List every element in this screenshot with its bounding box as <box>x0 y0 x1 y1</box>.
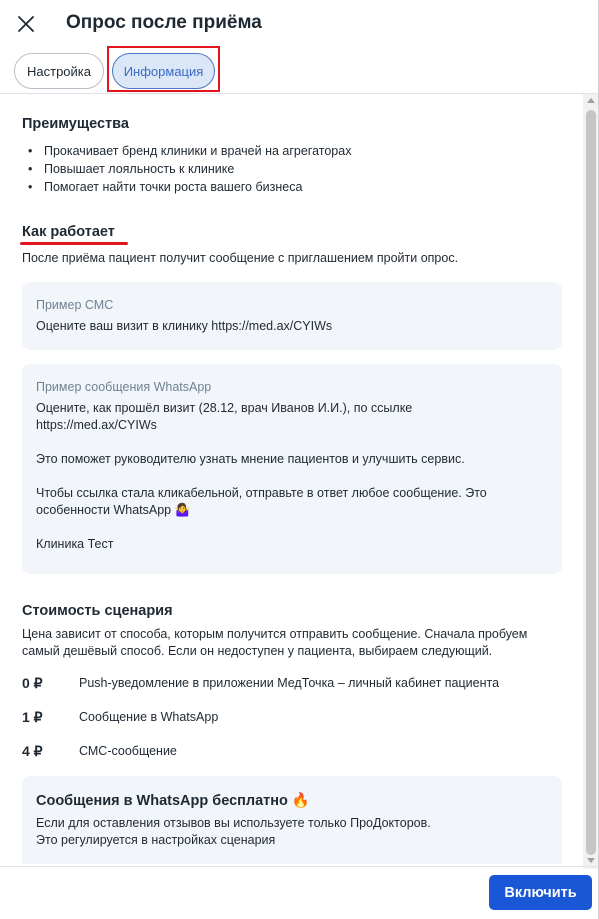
price-amount: 0 ₽ <box>22 675 43 691</box>
close-icon[interactable] <box>14 12 38 36</box>
how-heading: Как работает <box>22 224 115 240</box>
tab-settings[interactable]: Настройка <box>14 53 104 89</box>
free-note-text: Если для оставления отзывов вы используете только ПроДокторов. Это регулируется в настройках сценария <box>36 816 431 847</box>
price-amount: 1 ₽ <box>22 709 43 725</box>
scroll-up-icon[interactable] <box>587 98 595 103</box>
how-text: После приёма пациент получит сообщение с приглашением пройти опрос. <box>22 251 459 265</box>
red-underline-mark <box>20 242 128 245</box>
scroll-area[interactable] <box>0 94 599 864</box>
cost-text: Цена зависит от способа, которым получится отправить сообщение. Сначала пробуем самый дешёвый способ. Если он недоступен у пациента, выбираем следующий. <box>22 627 528 658</box>
free-note-title: Сообщения в WhatsApp бесплатно 🔥 <box>36 793 310 809</box>
modal-header <box>0 0 599 48</box>
whatsapp-example-card <box>22 364 562 574</box>
sms-example-card <box>22 282 562 350</box>
tab-information[interactable]: Информация <box>112 53 215 89</box>
scrollbar-thumb[interactable] <box>586 110 596 855</box>
list-item: • Помогает найти точки роста вашего бизнеса <box>22 178 351 196</box>
whatsapp-example-label: Пример сообщения WhatsApp <box>36 380 212 394</box>
whatsapp-example-text: Оцените, как прошёл визит (28.12, врач Иванов И.И.), по ссылке https://med.ax/CYIWs Это поможет руководителю узнать мнение пациентов и улучшить сервис. Чтобы ссылка стала кликабельной, отправьте в ответ любое сообщение. Это особенности WhatsApp 🤷‍♀️ Клиника Тест <box>36 401 487 551</box>
enable-button[interactable]: Включить <box>489 875 592 910</box>
tab-highlight-box <box>107 46 220 92</box>
benefits-heading: Преимущества <box>22 116 129 132</box>
sms-example-text: Оцените ваш визит в клинику https://med.ax/CYIWs <box>36 319 333 333</box>
page-title: Опрос после приёма <box>66 12 262 33</box>
list-item: • Повышает лояльность к клинике <box>22 160 351 178</box>
cost-heading: Стоимость сценария <box>22 603 173 619</box>
scroll-down-icon[interactable] <box>587 858 595 863</box>
price-amount: 4 ₽ <box>22 743 43 759</box>
price-description: Сообщение в WhatsApp <box>79 710 219 724</box>
price-description: Push-уведомление в приложении МедТочка – личный кабинет пациента <box>79 676 500 690</box>
benefits-list <box>22 142 351 196</box>
sms-example-label: Пример СМС <box>36 298 114 312</box>
whatsapp-free-note <box>22 776 562 864</box>
footer-divider <box>0 866 599 867</box>
list-item: • Прокачивает бренд клиники и врачей на агрегаторах <box>22 142 351 160</box>
price-description: СМС-сообщение <box>79 744 177 758</box>
